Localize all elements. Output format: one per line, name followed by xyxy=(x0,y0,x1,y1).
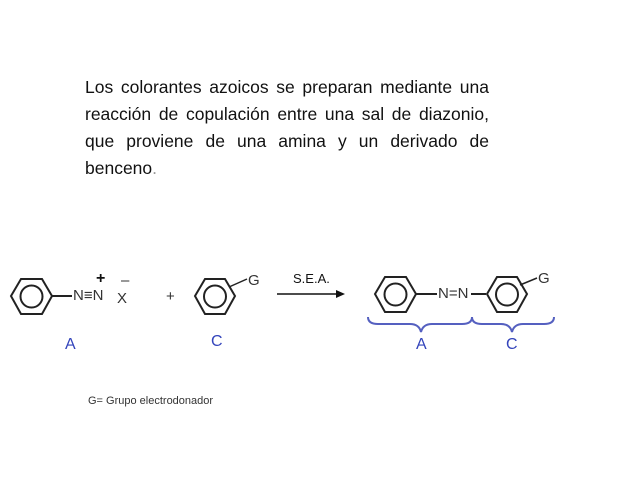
charge-plus: + xyxy=(96,270,106,287)
substituent-g: G xyxy=(248,272,260,289)
benzene-ring-a xyxy=(11,279,52,314)
label-reactant-c: C xyxy=(211,333,223,350)
bond-product-c-g xyxy=(520,278,537,285)
label-product-a: A xyxy=(416,336,427,353)
arrow-label: S.E.A. xyxy=(293,271,330,286)
diazonium-group: N≡N xyxy=(73,287,104,304)
footnote: G= Grupo electrodonador xyxy=(88,395,214,407)
product-ring-a xyxy=(375,277,416,312)
counterion: X xyxy=(117,290,128,307)
brace-a xyxy=(368,317,472,332)
bond-c-g xyxy=(229,279,247,287)
label-product-c: C xyxy=(506,336,518,353)
plus-sign: + xyxy=(166,288,175,305)
reaction-arrow xyxy=(277,290,345,298)
product-substituent-g: G xyxy=(538,270,550,287)
paragraph-text: Los colorantes azoicos se preparan mediante una reacción de copulación entre una sal de diazonio, que proviene de una amina y un derivado de benceno xyxy=(85,77,489,178)
paragraph-end: . xyxy=(152,158,158,178)
brace-c xyxy=(472,317,554,332)
benzene-ring-c xyxy=(195,279,235,314)
label-reactant-a: A xyxy=(65,336,76,353)
charge-minus: – xyxy=(121,272,130,289)
product-azo-group: N=N xyxy=(438,285,469,302)
product-ring-c xyxy=(487,277,527,312)
